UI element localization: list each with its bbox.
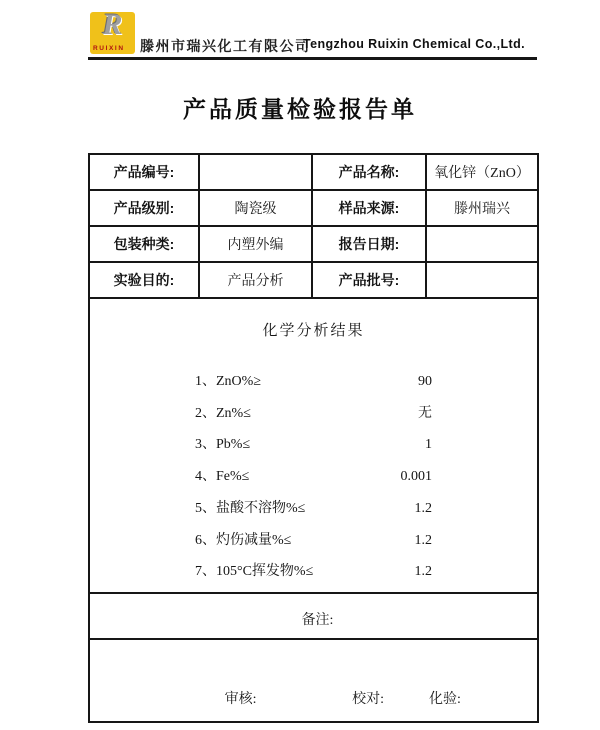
table-row-analysis: [89, 298, 538, 593]
field-value-product-grade: 陶瓷级: [199, 190, 312, 226]
field-value-product-no: [199, 154, 312, 190]
analysis-item-label: 3、Pb%≤: [195, 437, 251, 453]
company-name-chinese: 滕州市瑞兴化工有限公司: [140, 40, 311, 55]
field-label-product-no: 产品编号:: [89, 154, 199, 190]
analysis-item-label: 2、Zn%≤: [195, 405, 251, 421]
field-label-packing-type: 包装种类:: [89, 226, 199, 262]
remarks-section: [89, 593, 538, 639]
analysis-item-label: 4、Fe%≤: [195, 469, 250, 485]
field-value-packing-type: 内塑外编: [199, 226, 312, 262]
analysis-section-title: 化学分析结果: [262, 323, 365, 340]
field-value-sample-source: 滕州瑞兴: [426, 190, 538, 226]
analysis-item-value: 90: [418, 374, 432, 390]
table-row: [89, 262, 538, 298]
table-row: [89, 154, 538, 190]
analysis-item: [90, 461, 537, 493]
analysis-item: [90, 556, 537, 588]
page-title: 产品质量检验报告单: [183, 96, 417, 122]
field-value-test-purpose: 产品分析: [199, 262, 312, 298]
signature-row: [90, 654, 537, 708]
analysis-item-label: 5、盐酸不溶物%≤: [195, 500, 306, 516]
table-row-signatures: [89, 639, 538, 722]
field-label-sample-source: 样品来源:: [312, 190, 426, 226]
signature-review-label: 审核:: [224, 691, 257, 707]
analysis-item-label: 6、灼伤减量%≤: [195, 532, 292, 548]
analysis-item: [90, 493, 537, 525]
analysis-item-value: 1.2: [414, 500, 432, 516]
header-divider: [88, 57, 537, 60]
analysis-item: [90, 429, 537, 461]
company-name-english: Tengzhou Ruixin Chemical Co.,Ltd.: [303, 37, 525, 51]
logo-brand-text: RUIXIN: [93, 45, 125, 52]
analysis-item-value: 1.2: [414, 564, 432, 580]
analysis-item-value: 1.2: [414, 532, 432, 548]
analysis-item-list: [90, 366, 537, 588]
table-row: [89, 190, 538, 226]
table-row: [89, 226, 538, 262]
logo-r-glyph: R: [102, 12, 123, 41]
field-label-product-grade: 产品级别:: [89, 190, 199, 226]
field-value-report-date: [426, 226, 538, 262]
field-label-batch-no: 产品批号:: [312, 262, 426, 298]
analysis-item: [90, 398, 537, 430]
signature-test-label: 化验:: [429, 691, 461, 707]
analysis-item-value: 0.001: [400, 469, 432, 485]
field-value-batch-no: [426, 262, 538, 298]
field-label-product-name: 产品名称:: [312, 154, 426, 190]
analysis-item-label: 1、ZnO%≥: [195, 374, 262, 390]
analysis-item-label: 7、105°C挥发物%≤: [195, 564, 314, 580]
analysis-item: [90, 366, 537, 398]
analysis-section: [89, 298, 538, 593]
analysis-item: [90, 525, 537, 557]
report-table: [88, 153, 539, 723]
analysis-item-value: 1: [425, 437, 432, 453]
company-logo: [90, 12, 135, 54]
field-label-report-date: 报告日期:: [312, 226, 426, 262]
signature-section: [89, 639, 538, 722]
analysis-item-value: 无: [418, 405, 432, 421]
field-label-test-purpose: 实验目的:: [89, 262, 199, 298]
table-row-remarks: [89, 593, 538, 639]
remarks-label: 备注:: [301, 612, 334, 628]
field-value-product-name: 氧化锌（ZnO）: [426, 154, 538, 190]
signature-proofread-label: 校对:: [352, 691, 384, 707]
